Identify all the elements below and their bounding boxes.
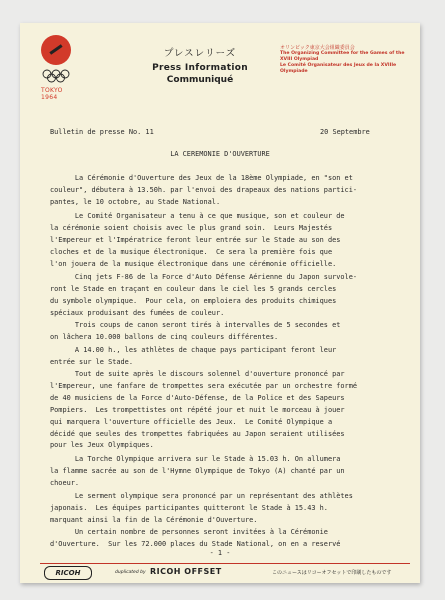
rising-sun-emblem-icon [41, 35, 71, 65]
organizer-japanese: オリンピック東京大会組織委員会 [280, 45, 355, 51]
ricoh-logo: RICOH [44, 566, 92, 580]
paragraph: La Cérémonie d'Ouverture des Jeux de la 18ème Olympiade, en "son et couleur", débutera à 13.50h. par l'envoi des drapeaux des nations partici- pantes, le 10 octobre, au Stade National. [50, 174, 357, 206]
masthead [125, 45, 275, 85]
paragraph: Cinq jets F-86 de la Force d'Auto Défense Aérienne du Japon survole- ront le Stade en traçant en couleur dans le ciel les 5 grands cercles du symbole olympique. Pour cela, on emploiera des produits chimiques spéciaux produisant des fumées de couleur. [50, 273, 357, 317]
masthead-english: Press Information [152, 63, 248, 73]
organizer-french: Le Comité Organisateur des Jeux de la XVIIIe Olympiade [280, 63, 397, 74]
tokyo-1964-logo [41, 35, 71, 105]
logo-caption: TOKYO 1964 [41, 87, 63, 101]
organizer-english: The Organizing Committee for the Games of the XVIII Olympiad [280, 51, 405, 62]
duplicated-by-label: duplicated by [115, 570, 146, 575]
footer-japanese-note: このニュースはリコーオフセットで印刷したものです [272, 570, 392, 576]
masthead-japanese: プレスレリーズ [163, 48, 237, 59]
organizer-block [280, 45, 410, 75]
bulletin-number: Bulletin de presse No. 11 [50, 128, 154, 136]
paragraph: A 14.00 h., les athlètes de chaque pays participant feront leur entrée sur le Stade. [50, 346, 337, 366]
paragraph: Trois coups de canon seront tirés à intervalles de 5 secondes et on lâchera 10.000 ballons de cinq couleurs différentes. [50, 321, 341, 341]
paragraph: La Torche Olympique arrivera sur le Stade à 15.03 h. On allumera la flamme sacrée au son de l'Hymne Olympique de Tokyo (A) chanté par un choeur. [50, 455, 345, 487]
document-heading: LA CEREMONIE D'OUVERTURE [170, 150, 270, 158]
footer-divider [40, 563, 410, 564]
masthead-french: Communiqué [166, 75, 234, 85]
olympic-rings-icon [41, 69, 71, 83]
paragraph: Le Comité Organisateur a tenu à ce que musique, son et couleur de la cérémonie soient choisis avec le plus grand soin. Leurs Majestés l'Empereur et l'Impératrice feront leur entrée sur le Stade au son des cloches et de la musique électronique. Ce sera la première fois que l'on jouera de la musique électronique dans une cérémonie officielle. [50, 212, 345, 268]
paragraph: Tout de suite après le discours solennel d'ouverture prononcé par l'Empereur, une fanfare de trompettes sera exécutée par un orchestre formé de 40 musiciens de la Force d'Auto-Défense, de la Police et des Sapeurs Pompiers. Les trompettistes ont répété jour et nuit le morceau à jouer qui marquera l'ouverture officielle des Jeux. Le Comité Olympique a décidé que seules des trompettes fabriquées au Japon seraient utilisées pour les Jeux Olympiques. [50, 370, 357, 450]
press-release-sheet [20, 23, 420, 583]
paragraph: Le serment olympique sera prononcé par un représentant des athlètes japonais. Les équipes participantes quitteront le Stade à 15.43 h. marquant ainsi la fin de la Cérémonie d'Ouverture. [50, 492, 353, 524]
page-number: - 1 - [209, 549, 231, 557]
bulletin-date: 20 Septembre [320, 128, 370, 136]
paragraph: Un certain nombre de personnes seront invitées à la Cérémonie d'Ouverture. Sur les 72.000 places du Stade National, on en a reservé [50, 528, 341, 548]
ricoh-offset-label: RICOH OFFSET [150, 567, 222, 576]
